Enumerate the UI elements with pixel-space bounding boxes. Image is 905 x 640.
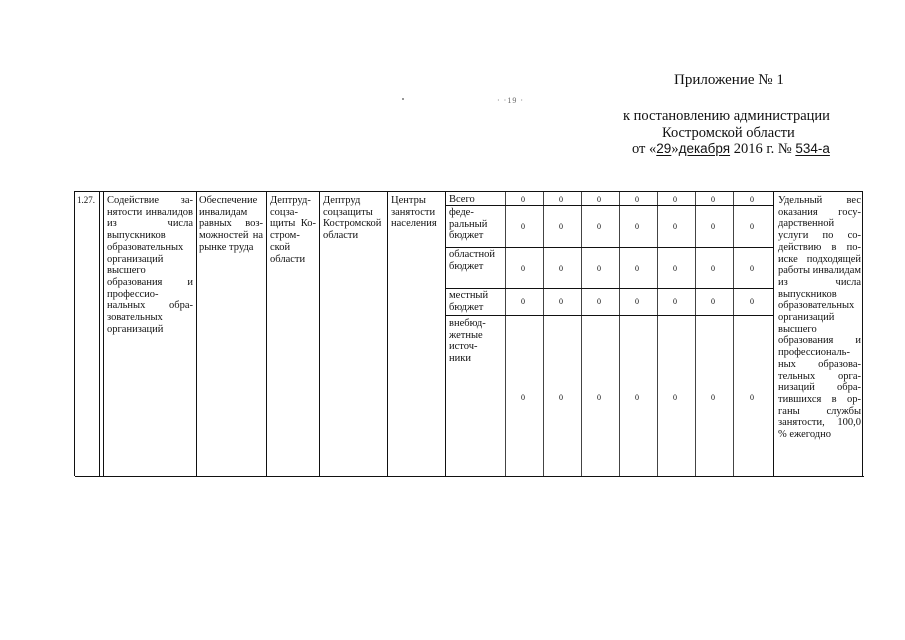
value-cell: 0 <box>711 264 715 273</box>
col-rule <box>505 192 506 476</box>
value-cell: 0 <box>750 222 754 231</box>
value-cell: 0 <box>635 222 639 231</box>
value-cell: 0 <box>559 297 563 306</box>
value-cell: 0 <box>673 264 677 273</box>
value-cell: 0 <box>673 297 677 306</box>
source-offbudget-label: внебюджетные источники <box>449 318 486 365</box>
source-regional-label: областной бюджет <box>449 249 495 272</box>
value-cell: 0 <box>559 264 563 273</box>
col-rule <box>733 192 734 476</box>
value-cell: 0 <box>521 393 525 402</box>
goal-cell: Обеспечение инвалидам равных возможностей на рынке труда <box>199 195 263 253</box>
col-rule <box>657 192 658 476</box>
value-cell: 0 <box>521 222 525 231</box>
value-cell: 0 <box>635 297 639 306</box>
value-cell: 0 <box>635 393 639 402</box>
value-cell: 0 <box>635 264 639 273</box>
appendix-title: Приложение № 1 <box>674 72 784 88</box>
value-cell: 0 <box>673 195 677 204</box>
value-cell: 0 <box>750 195 754 204</box>
value-cell: 0 <box>711 195 715 204</box>
activity-cell: Содействие занятости инвалидов из числа выпускников образовательных организаций высшего образования и профессиональных образовательных организаций <box>107 195 193 335</box>
value-cell: 0 <box>673 222 677 231</box>
value-cell: 0 <box>597 195 601 204</box>
value-cell: 0 <box>711 222 715 231</box>
row-rule <box>445 288 773 289</box>
source-total-label: Всего <box>449 194 475 205</box>
responsible-cell: Дептрудсоцзащиты Костромской области <box>270 195 316 265</box>
value-cell: 0 <box>521 264 525 273</box>
executors-cell: Центры занятости населения <box>391 195 437 230</box>
decree-month: декабря <box>678 141 731 156</box>
row-rule <box>445 247 773 248</box>
decree-date-line <box>632 141 830 158</box>
col-rule <box>387 192 388 476</box>
value-cell: 0 <box>711 393 715 402</box>
value-cell: 0 <box>521 297 525 306</box>
col-rule <box>266 192 267 476</box>
value-cell: 0 <box>750 393 754 402</box>
value-cell: 0 <box>597 297 601 306</box>
col-rule <box>543 192 544 476</box>
decree-quote-close: » <box>671 141 679 157</box>
col-rule <box>581 192 582 476</box>
value-cell: 0 <box>597 393 601 402</box>
col-rule <box>196 192 197 476</box>
decree-number: 534-а <box>795 141 830 156</box>
row-rule <box>445 315 773 316</box>
decree-prefix: от « <box>632 141 657 157</box>
decree-reference-line: к постановлению администрации <box>623 108 830 124</box>
table-bottom-rule <box>75 476 864 477</box>
col-rule <box>319 192 320 476</box>
col-rule <box>103 192 104 476</box>
value-cell: 0 <box>750 297 754 306</box>
source-federal-label: федеральный бюджет <box>449 207 488 242</box>
col-rule <box>773 192 774 476</box>
stamp-mark: · ·19 · <box>497 96 524 105</box>
value-cell: 0 <box>559 195 563 204</box>
indicator-cell: Удельный вес оказания государственной услуги по содействию в поиске подходящей работы инвалидам из числа выпускников образовательных организаций высшего образования и профессиональных образовательных организаций обратившихся в органы службы занятости, 100,0 % ежегодно <box>778 195 861 441</box>
decree-authority-line: Костромской области <box>662 125 795 141</box>
value-cell: 0 <box>597 264 601 273</box>
col-rule <box>445 192 446 476</box>
value-cell: 0 <box>559 393 563 402</box>
value-cell: 0 <box>635 195 639 204</box>
row-number: 1.27. <box>77 195 95 205</box>
value-cell: 0 <box>750 264 754 273</box>
value-cell: 0 <box>559 222 563 231</box>
value-cell: 0 <box>597 222 601 231</box>
decree-day: 29 <box>656 141 672 156</box>
participants-cell: Дептруд соцзащиты Костромской области <box>323 195 382 242</box>
scan-dot <box>402 98 404 100</box>
col-rule <box>695 192 696 476</box>
program-table <box>74 191 863 476</box>
value-cell: 0 <box>673 393 677 402</box>
value-cell: 0 <box>711 297 715 306</box>
decree-year: 2016 г. № <box>730 141 796 157</box>
value-cell: 0 <box>521 195 525 204</box>
source-local-label: местный бюджет <box>449 290 489 313</box>
col-rule <box>619 192 620 476</box>
